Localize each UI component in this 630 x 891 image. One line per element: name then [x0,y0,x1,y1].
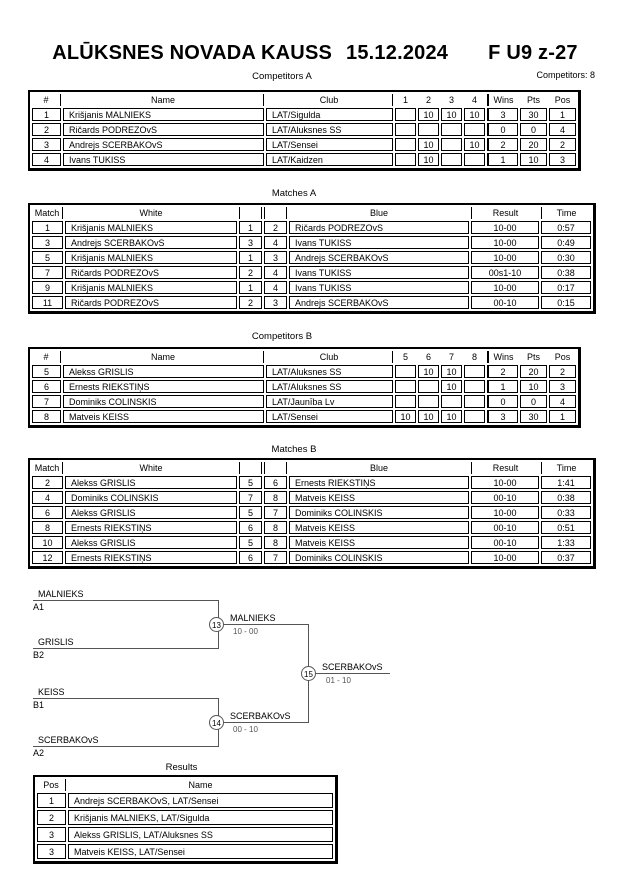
table-cell: 10 [441,410,462,423]
section-label-competitors-b: Competitors B [251,331,313,342]
table-cell: 2 [549,138,576,151]
table-cell: Andrejs SCERBAKOvS [63,138,264,151]
table-row [32,153,576,166]
table-cell: 5 [32,365,61,378]
table-cell: Andrejs SCERBAKOvS, LAT/Sensei [68,793,333,808]
table-cell: 2 [487,365,518,378]
table-cell: 10-00 [471,251,539,264]
bracket-winner-name: SCERBAKOvS [230,711,291,721]
table-cell: 7 [239,491,262,504]
table-cell: 3 [264,296,287,309]
table-cell: 10-00 [471,551,539,564]
table-cell: 4 [549,123,576,136]
column-header: Pos [554,352,571,362]
table-cell: 1 [32,221,63,234]
table-cell: Krišjanis MALNIEKS, LAT/Sigulda [68,810,333,825]
table-cell: 1 [37,793,66,808]
header-row [37,779,333,791]
table-cell: 10 [441,380,462,393]
table-cell: 4 [549,395,576,408]
column-header: Result [471,207,539,219]
table-cell: 0:30 [541,251,591,264]
bracket-line [315,673,390,674]
table-cell: 8 [264,536,287,549]
column-header: # [32,351,61,363]
table-row [32,123,576,136]
table-cell: Ričards PODREZOvS [63,123,264,136]
table-cell: 4 [264,281,287,294]
table-row [32,395,576,408]
bracket-match-score: 10 - 00 [233,627,258,636]
table-row [37,827,333,842]
bracket-slot-name: SCERBAKOvS [38,735,99,745]
table-cell: Ričards PODREZOvS [65,266,237,279]
table-row [32,491,591,504]
table-cell: 0:49 [541,236,591,249]
bracket-winner-name: MALNIEKS [230,613,276,623]
table-cell: 10-00 [471,221,539,234]
table-cell [395,380,416,393]
table-cell: 10-00 [471,506,539,519]
table-cell: 1 [487,380,518,393]
table-cell: 6 [264,476,287,489]
table-cell: 7 [264,551,287,564]
table-cell: 8 [264,521,287,534]
column-header: 7 [448,352,454,362]
table-cell: 0 [487,123,518,136]
table-cell: 30 [520,108,547,121]
tournament-name: ALŪKSNES NOVADA KAUSS [52,42,333,64]
table-cell: 0:17 [541,281,591,294]
column-header: 3 [448,95,454,105]
table-cell: 0:57 [541,221,591,234]
table-cell: 10 [520,380,547,393]
table-cell: 3 [549,380,576,393]
table-row [32,251,591,264]
table-cell: Alekss GRISLIS [65,536,237,549]
bracket-match-node: 13 [209,617,224,632]
table-cell: Ričards PODREZOvS [65,296,237,309]
table-cell: 10 [520,153,547,166]
table-cell: Ernests RIEKSTIŅS [63,380,264,393]
table-row [32,380,576,393]
column-header: Pts [526,352,540,362]
table-cell: LAT/Aluksnes SS [266,380,393,393]
table-cell: 1 [239,221,262,234]
competitors-a-table [28,90,581,171]
table-row [32,221,591,234]
table-cell [395,365,416,378]
table-cell: 4 [264,266,287,279]
table-cell: Krišjanis MALNIEKS [65,221,237,234]
column-header: 4 [471,95,477,105]
table-row [32,365,576,378]
table-cell: 10 [418,153,439,166]
column-header: 5 [402,352,408,362]
competitors-count: Competitors: 8 [536,70,595,80]
table-cell: 00-10 [471,491,539,504]
bracket-line [33,648,218,649]
table-cell: 4 [32,153,61,166]
table-cell: 5 [239,536,262,549]
header-row [32,207,591,219]
table-cell: 10 [418,410,439,423]
table-cell: 2 [549,365,576,378]
table-cell: Alekss GRISLIS, LAT/Aluksnes SS [68,827,333,842]
bracket-seed-label: A2 [33,748,45,758]
table-row [37,810,333,825]
table-cell: 10-00 [471,476,539,489]
table-cell: Matveis KEISS [289,521,469,534]
column-header: 1 [402,95,408,105]
table-cell: 5 [239,476,262,489]
table-cell: 0:15 [541,296,591,309]
table-cell: 0 [520,123,547,136]
table-cell: 0:38 [541,491,591,504]
table-cell: 3 [264,251,287,264]
table-row [32,266,591,279]
table-cell: 2 [239,296,262,309]
header-row [32,462,591,474]
bracket-seed-label: B2 [33,650,45,660]
bracket-seed-label: A1 [33,602,45,612]
table-cell: Dominiks COLINSKIS [65,491,237,504]
bracket-match-score: 01 - 10 [326,676,351,685]
table-cell: 0:38 [541,266,591,279]
matches-b-table [28,458,596,569]
bracket-slot-name: MALNIEKS [38,589,84,599]
table-cell: 3 [239,236,262,249]
table-row [32,536,591,549]
table-row [32,521,591,534]
table-cell [395,153,416,166]
table-cell [418,395,439,408]
column-header: Time [541,207,591,219]
table-cell [464,365,485,378]
table-cell: 5 [239,506,262,519]
bracket-line [224,722,308,723]
table-cell [464,395,485,408]
bracket-match-node: 14 [209,715,224,730]
table-cell: 2 [32,123,61,136]
table-cell: 3 [32,236,63,249]
table-cell: 10 [464,138,485,151]
table-cell: Andrejs SCERBAKOvS [289,251,469,264]
table-row [32,108,576,121]
table-cell: 10 [418,108,439,121]
table-row [32,551,591,564]
column-header: 6 [425,352,431,362]
table-cell: 1:33 [541,536,591,549]
header-row [32,94,576,106]
column-header: Name [188,780,213,790]
table-cell: 3 [487,108,518,121]
column-header: Pos [554,95,571,105]
table-cell: 20 [520,138,547,151]
tournament-category: F U9 z-27 [488,42,578,64]
table-cell: 2 [239,266,262,279]
bracket-seed-label: B1 [33,700,45,710]
table-cell: 6 [239,521,262,534]
table-row [32,410,576,423]
table-cell: LAT/Aluksnes SS [266,365,393,378]
table-cell: Ernests RIEKSTIŅS [65,521,237,534]
table-cell: 4 [264,236,287,249]
table-cell: 10 [418,138,439,151]
table-cell: LAT/Aluksnes SS [266,123,393,136]
table-cell: 0:37 [541,551,591,564]
table-row [32,476,591,489]
column-header: 8 [471,352,477,362]
table-cell: 0:33 [541,506,591,519]
table-cell: 00-10 [471,296,539,309]
table-cell: 0:51 [541,521,591,534]
table-cell: 3 [37,827,66,842]
table-cell: Ivans TUKISS [289,281,469,294]
table-cell: 7 [264,506,287,519]
table-cell [441,395,462,408]
table-cell: 4 [32,491,63,504]
column-header [264,207,287,219]
table-cell: Matveis KEISS, LAT/Sensei [68,844,333,859]
table-cell: 30 [520,410,547,423]
table-cell [395,123,416,136]
table-cell: Krišjanis MALNIEKS [63,108,264,121]
column-header: Name [63,351,264,363]
column-header: Pts [526,95,540,105]
table-cell: Alekss GRISLIS [65,506,237,519]
table-cell: 00-10 [471,521,539,534]
bracket-line [33,746,218,747]
table-row [32,236,591,249]
table-cell [395,395,416,408]
column-header: Pos [37,779,66,791]
column-header [239,207,262,219]
tournament-date: 15.12.2024 [346,42,449,64]
table-cell: 6 [32,506,63,519]
table-cell: 5 [32,251,63,264]
table-cell: 10-00 [471,281,539,294]
bracket-winner-name: SCERBAKOvS [322,662,383,672]
column-header: White [139,463,163,473]
column-header: Blue [369,463,388,473]
column-header: Blue [369,208,388,218]
table-cell: 11 [32,296,63,309]
table-cell [441,123,462,136]
bracket-line [33,600,218,601]
bracket-line [224,624,308,625]
column-header: Result [471,462,539,474]
table-cell: Ernests RIEKSTIŅS [65,551,237,564]
table-cell: 10 [395,410,416,423]
table-cell: Dominiks COLINSKIS [289,506,469,519]
table-row [37,844,333,859]
column-header: White [139,208,163,218]
table-row [32,281,591,294]
table-cell: LAT/Jaunība Lv [266,395,393,408]
column-header: Name [63,94,264,106]
table-cell: 2 [32,476,63,489]
table-cell: Krišjanis MALNIEKS [65,251,237,264]
table-row [37,793,333,808]
table-cell: 12 [32,551,63,564]
table-cell: 10-00 [471,236,539,249]
table-cell: 10 [32,536,63,549]
table-cell: 10 [441,365,462,378]
bracket-line [33,698,218,699]
column-header: Match [32,207,63,219]
table-cell: Matveis KEISS [63,410,264,423]
table-cell: 8 [32,521,63,534]
table-cell: 3 [487,410,518,423]
table-cell: 2 [487,138,518,151]
table-cell: 2 [264,221,287,234]
header-row [32,351,576,363]
table-cell: Matveis KEISS [289,491,469,504]
column-header: Time [541,462,591,474]
table-cell: 00s1-10 [471,266,539,279]
column-header: # [32,94,61,106]
column-header: Wins [487,94,518,106]
bracket-match-node: 15 [301,666,316,681]
table-cell: 3 [549,153,576,166]
table-cell [464,153,485,166]
table-cell: 1:41 [541,476,591,489]
table-cell: LAT/Sigulda [266,108,393,121]
column-header: Club [266,351,393,363]
column-header [264,462,287,474]
column-header: Match [32,462,63,474]
table-cell [395,108,416,121]
table-cell: LAT/Sensei [266,138,393,151]
column-header: 2 [425,95,431,105]
table-cell: Ivans TUKISS [289,266,469,279]
table-cell [441,138,462,151]
section-label-results: Results [165,762,198,773]
table-cell: 1 [549,108,576,121]
table-cell: 1 [487,153,518,166]
table-cell: 7 [32,266,63,279]
table-cell: Matveis KEISS [289,536,469,549]
table-cell [418,123,439,136]
column-header [239,462,262,474]
table-cell: 8 [264,491,287,504]
column-header: Club [266,94,393,106]
table-cell: 0 [520,395,547,408]
table-cell: 1 [549,410,576,423]
results-table [33,775,338,864]
table-cell: 10 [441,108,462,121]
table-cell: Andrejs SCERBAKOvS [65,236,237,249]
table-cell: 3 [37,844,66,859]
table-cell: Ivans TUKISS [289,236,469,249]
competitors-b-table [28,347,581,428]
table-cell: Andrejs SCERBAKOvS [289,296,469,309]
table-cell: 2 [37,810,66,825]
table-cell: Alekss GRISLIS [65,476,237,489]
table-cell: Ričards PODREZOvS [289,221,469,234]
section-label-matches-b: Matches B [271,444,317,455]
table-cell: 20 [520,365,547,378]
table-cell: 6 [239,551,262,564]
table-row [32,506,591,519]
section-label-matches-a: Matches A [271,188,317,199]
table-cell: Ivans TUKISS [63,153,264,166]
table-cell [464,410,485,423]
bracket-slot-name: KEISS [38,687,65,697]
table-cell [418,380,439,393]
table-cell: 00-10 [471,536,539,549]
bracket-match-score: 00 - 10 [233,725,258,734]
table-cell: 6 [32,380,61,393]
table-cell [464,123,485,136]
table-cell: Krišjanis MALNIEKS [65,281,237,294]
table-cell: 10 [464,108,485,121]
section-label-competitors-a: Competitors A [252,71,312,82]
table-cell: 9 [32,281,63,294]
table-row [32,296,591,309]
table-cell: 1 [239,281,262,294]
table-cell: Dominiks COLINSKIS [63,395,264,408]
table-cell [464,380,485,393]
table-cell [395,138,416,151]
bracket-slot-name: GRISLIS [38,637,74,647]
table-cell: 7 [32,395,61,408]
column-header: Wins [487,351,518,363]
table-cell: Dominiks COLINSKIS [289,551,469,564]
table-cell [441,153,462,166]
matches-a-table [28,203,596,314]
table-cell: 1 [32,108,61,121]
table-cell: 3 [32,138,61,151]
table-cell: LAT/Kaidzen [266,153,393,166]
page-title [0,42,630,65]
table-cell: 0 [487,395,518,408]
table-row [32,138,576,151]
table-cell: 1 [239,251,262,264]
table-cell: LAT/Sensei [266,410,393,423]
table-cell: 8 [32,410,61,423]
table-cell: Alekss GRISLIS [63,365,264,378]
table-cell: 10 [418,365,439,378]
table-cell: Ernests RIEKSTIŅS [289,476,469,489]
